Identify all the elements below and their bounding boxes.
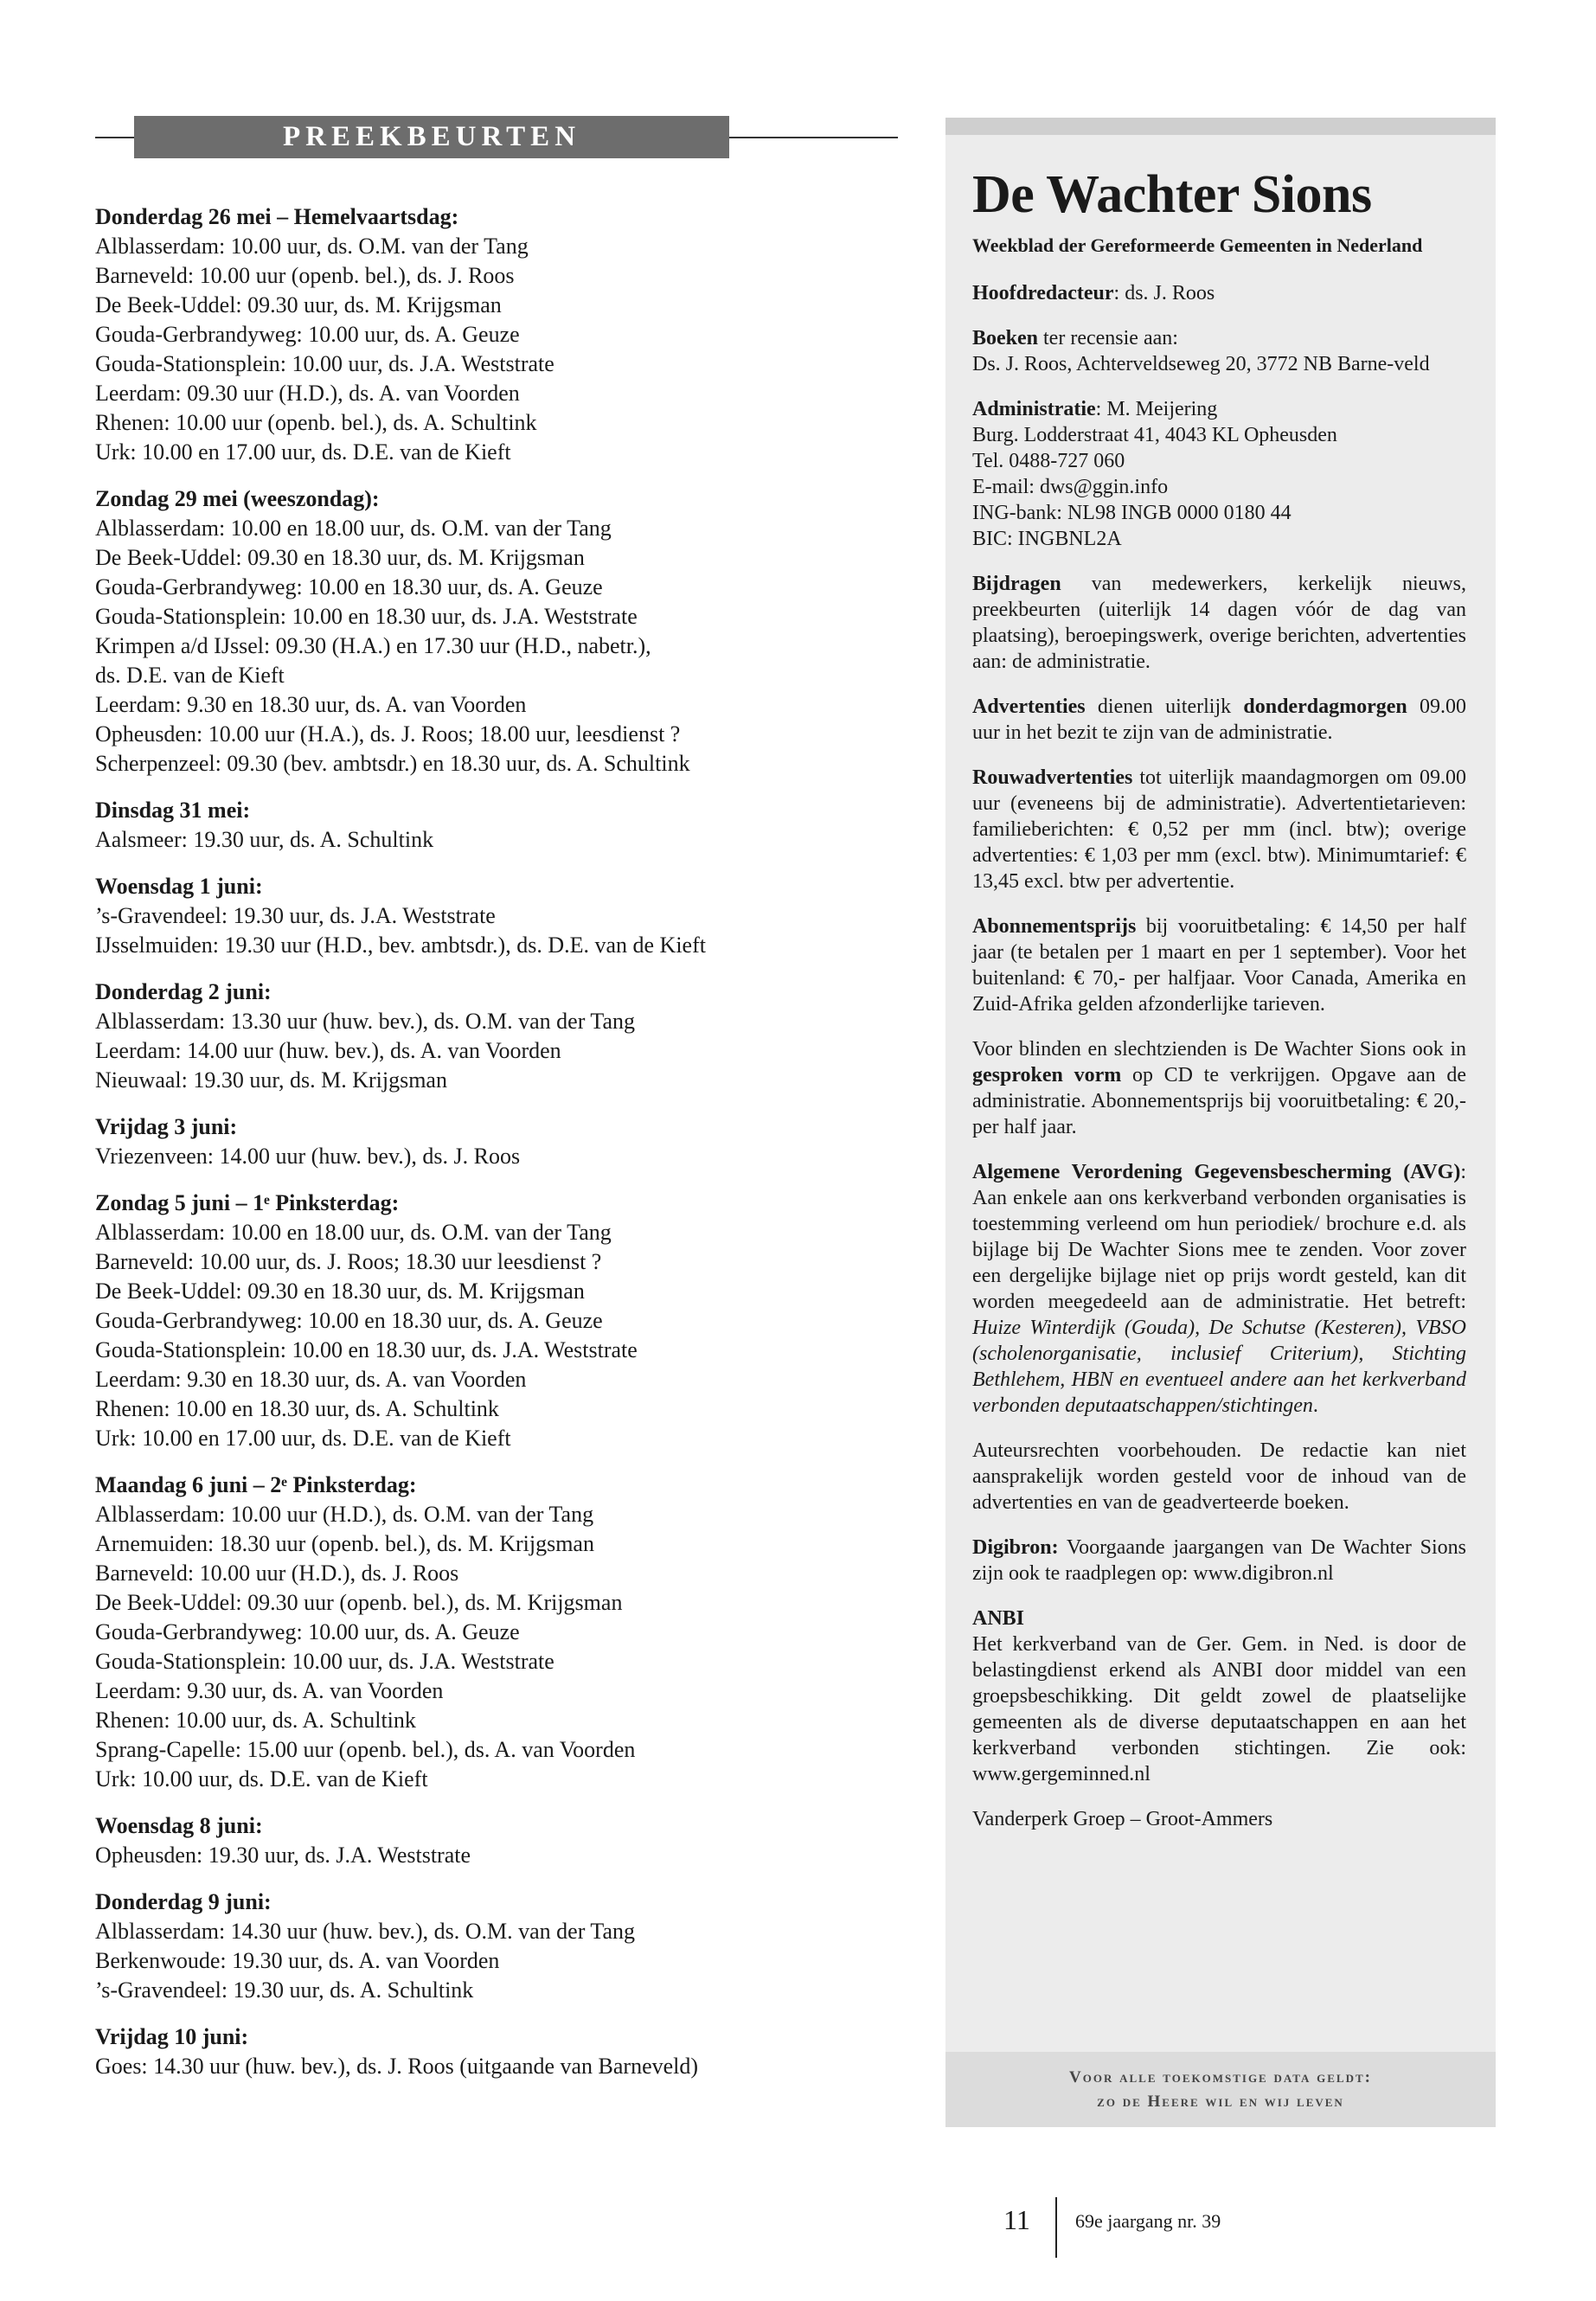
service-line: De Beek-Uddel: 09.30 uur, ds. M. Krijgsman <box>95 292 502 317</box>
avg-label: Algemene Verordening Gegevensbescherming (AVG) <box>972 1161 1461 1183</box>
service-line: Leerdam: 09.30 uur (H.D.), ds. A. van Voorden <box>95 381 520 406</box>
service-line: Alblasserdam: 13.30 uur (huw. bev.), ds. O.M. van der Tang <box>95 1009 635 1034</box>
digibron-info <box>972 1535 1466 1586</box>
service-line: Opheusden: 19.30 uur, ds. J.A. Weststrate <box>95 1843 471 1868</box>
service-day-block <box>95 484 900 779</box>
page-number: 11 <box>1003 2204 1030 2235</box>
service-line: Leerdam: 14.00 uur (huw. bev.), ds. A. van Voorden <box>95 1038 561 1063</box>
header-rule-right <box>729 137 898 138</box>
service-day-block <box>95 1471 900 1794</box>
books-label: Boeken <box>972 327 1039 349</box>
service-line: Gouda-Stationsplein: 10.00 uur, ds. J.A. Weststrate <box>95 351 554 376</box>
rouw-label: Rouwadvertenties <box>972 766 1133 789</box>
service-line: Barneveld: 10.00 uur, ds. J. Roos; 18.30 uur leesdienst ? <box>95 1249 602 1274</box>
masthead-subtitle: Weekblad der Gereformeerde Gemeenten in Nederland <box>972 234 1423 256</box>
bijdragen-text: van medewerkers, kerkelijk nieuws, preekbeurten (uiterlijk 14 dagen vóór de dag van plaatsing), beroepingswerk, overige berichten, advertenties aan: de administratie. <box>972 573 1466 673</box>
avg-text: : Aan enkele aan ons kerkverband verbonden organisaties is toestemming verleend om hun periodiek/ brochure e.d. als bijlage bij De Wachter Sions mee te zenden. Voor zover een dergelijke bijlage niet op prijs wordt gesteld, kan dit worden meegedeeld aan de administratie. Het betreft: <box>972 1161 1466 1313</box>
service-day-heading: Donderdag 26 mei – Hemelvaartsdag: <box>95 204 459 229</box>
admin-bank: ING-bank: NL98 INGB 0000 0180 44 <box>972 502 1292 524</box>
anbi-label: ANBI <box>972 1607 1025 1630</box>
preekbeurten-list <box>95 202 900 2099</box>
service-line: Opheusden: 10.00 uur (H.A.), ds. J. Roos; 18.00 uur, leesdienst ? <box>95 721 681 747</box>
service-line: Nieuwaal: 19.30 uur, ds. M. Krijgsman <box>95 1067 447 1093</box>
service-day-block <box>95 1811 900 1870</box>
admin-bic: BIC: INGBNL2A <box>972 528 1122 550</box>
service-line: Alblasserdam: 14.30 uur (huw. bev.), ds. O.M. van der Tang <box>95 1919 635 1944</box>
editor-value: : ds. J. Roos <box>1113 282 1215 304</box>
admin-address: Burg. Lodderstraat 41, 4043 KL Opheusden <box>972 424 1337 446</box>
blind-bold: gesproken vorm <box>972 1064 1122 1086</box>
digibron-label: Digibron: <box>972 1536 1059 1559</box>
colophon-top-bar <box>945 118 1496 135</box>
service-day-heading: Woensdag 8 juni: <box>95 1813 263 1838</box>
service-line: Gouda-Gerbrandyweg: 10.00 uur, ds. A. Geuze <box>95 322 520 347</box>
service-line: Rhenen: 10.00 uur (openb. bel.), ds. A. Schultink <box>95 410 537 435</box>
service-line: Sprang-Capelle: 15.00 uur (openb. bel.), ds. A. van Voorden <box>95 1737 636 1762</box>
service-line: Scherpenzeel: 09.30 (bev. ambtsdr.) en 18.30 uur, ds. A. Schultink <box>95 751 690 776</box>
service-line: Gouda-Gerbrandyweg: 10.00 en 18.30 uur, ds. A. Geuze <box>95 574 603 599</box>
avg-info <box>972 1159 1466 1419</box>
service-day-block <box>95 202 900 467</box>
service-day-block <box>95 2022 900 2081</box>
service-line: Berkenwoude: 19.30 uur, ds. A. van Voorden <box>95 1948 500 1973</box>
footer-divider <box>1055 2197 1057 2258</box>
service-line: ds. D.E. van de Kieft <box>95 663 285 688</box>
service-line: De Beek-Uddel: 09.30 uur (openb. bel.), ds. M. Krijgsman <box>95 1590 623 1615</box>
service-day-block <box>95 977 900 1095</box>
avg-end: . <box>1312 1394 1318 1417</box>
service-line: Goes: 14.30 uur (huw. bev.), ds. J. Roos (uitgaande van Barneveld) <box>95 2054 699 2079</box>
anbi-text: Het kerkverband van de Ger. Gem. in Ned. is door de belastingdienst erkend als ANBI door middel van een groepsbeschikking. Dit geldt zowel de plaatselijke gemeenten als de diverse deputaatschappen en aan het kerkverband verbonden stichtingen. Zie ook: www.gergeminned.nl <box>972 1633 1466 1785</box>
service-line: ’s-Gravendeel: 19.30 uur, ds. J.A. Weststrate <box>95 903 496 928</box>
service-line: Krimpen a/d IJssel: 09.30 (H.A.) en 17.30 uur (H.D., nabetr.), <box>95 633 651 658</box>
admin-email: E-mail: dws@ggin.info <box>972 476 1169 498</box>
abonnement-info <box>972 913 1466 1017</box>
copyright-info: Auteursrechten voorbehouden. De redactie kan niet aansprakelijk worden gesteld voor de inhoud van de advertenties en van de geadverteerde boeken. <box>972 1439 1466 1514</box>
section-title: PREEKBEURTEN <box>134 116 729 158</box>
service-line: Urk: 10.00 en 17.00 uur, ds. D.E. van de Kieft <box>95 439 511 465</box>
service-line: Rhenen: 10.00 en 18.30 uur, ds. A. Schultink <box>95 1396 499 1421</box>
service-day-heading: Woensdag 1 juni: <box>95 874 263 899</box>
service-line: De Beek-Uddel: 09.30 en 18.30 uur, ds. M. Krijgsman <box>95 545 585 570</box>
books-rest: ter recensie aan: <box>1038 327 1178 349</box>
service-line: Urk: 10.00 en 17.00 uur, ds. D.E. van de Kieft <box>95 1426 511 1451</box>
blind-post: op CD te verkrijgen. Opgave aan de administratie. Abonnementsprijs bij vooruitbetaling: € 20,- per half jaar. <box>972 1064 1466 1138</box>
adv-label: Advertenties <box>972 695 1086 718</box>
service-line: IJsselmuiden: 19.30 uur (H.D., bev. ambtsdr.), ds. D.E. van de Kieft <box>95 933 706 958</box>
header-rule-left <box>95 137 134 138</box>
service-day-heading: Zondag 29 mei (weeszondag): <box>95 486 380 511</box>
books-info <box>972 325 1466 377</box>
service-line: Barneveld: 10.00 uur (openb. bel.), ds. J. Roos <box>95 263 515 288</box>
service-line: Gouda-Stationsplein: 10.00 en 18.30 uur, ds. J.A. Weststrate <box>95 604 638 629</box>
service-line: Barneveld: 10.00 uur (H.D.), ds. J. Roos <box>95 1561 459 1586</box>
service-line: Arnemuiden: 18.30 uur (openb. bel.), ds. M. Krijgsman <box>95 1531 594 1556</box>
colophon-panel <box>945 118 1496 2127</box>
blind-pre: Voor blinden en slechtzienden is De Wachter Sions ook in <box>972 1038 1466 1061</box>
service-day-heading: Donderdag 2 juni: <box>95 979 272 1004</box>
service-line: Leerdam: 9.30 en 18.30 uur, ds. A. van Voorden <box>95 1367 527 1392</box>
service-day-heading: Vrijdag 10 juni: <box>95 2024 249 2049</box>
service-line: Urk: 10.00 uur, ds. D.E. van de Kieft <box>95 1766 428 1791</box>
service-day-block <box>95 1888 900 2005</box>
service-line: Gouda-Gerbrandyweg: 10.00 en 18.30 uur, ds. A. Geuze <box>95 1308 603 1333</box>
service-line: Leerdam: 9.30 uur, ds. A. van Voorden <box>95 1678 444 1703</box>
rouw-text: tot uiterlijk maandagmorgen om 09.00 uur (eveneens bij de administratie). Advertentietarieven: familieberichten: € 0,52 per mm (incl. btw); overige advertenties: € 1,03 per mm (excl. btw). Minimumtarief: € 13,45 excl. btw per advertentie. <box>972 766 1466 893</box>
closing-line-1: Voor alle toekomstige data geldt: <box>1069 2068 1372 2086</box>
service-line: De Beek-Uddel: 09.30 en 18.30 uur, ds. M. Krijgsman <box>95 1279 585 1304</box>
admin-tel: Tel. 0488-727 060 <box>972 450 1125 472</box>
service-line: Leerdam: 9.30 en 18.30 uur, ds. A. van Voorden <box>95 692 527 717</box>
closing-line-2: zo de Heere wil en wij leven <box>1097 2093 1344 2111</box>
service-line: ’s-Gravendeel: 19.30 uur, ds. A. Schultink <box>95 1977 474 2003</box>
service-day-block <box>95 1112 900 1171</box>
admin-value: : M. Meijering <box>1095 398 1218 420</box>
adv-deadline: donderdagmorgen <box>1243 695 1407 718</box>
service-line: Alblasserdam: 10.00 uur (H.D.), ds. O.M. van der Tang <box>95 1502 594 1527</box>
adv-mid: dienen uiterlijk <box>1085 695 1244 718</box>
service-line: Alblasserdam: 10.00 en 18.00 uur, ds. O.M. van der Tang <box>95 516 612 541</box>
adv-rest: 09.00 uur in het bezit te zijn van de administratie. <box>972 695 1466 744</box>
service-day-heading: Dinsdag 31 mei: <box>95 798 251 823</box>
service-day-block <box>95 1189 900 1453</box>
issue-label: 69e jaargang nr. 39 <box>1075 2210 1221 2232</box>
service-day-block <box>95 872 900 960</box>
service-line: Gouda-Stationsplein: 10.00 en 18.30 uur, ds. J.A. Weststrate <box>95 1337 638 1362</box>
advertenties-info <box>972 694 1466 746</box>
anbi-info <box>972 1606 1466 1787</box>
bijdragen-label: Bijdragen <box>972 573 1061 595</box>
service-line: Rhenen: 10.00 uur, ds. A. Schultink <box>95 1708 416 1733</box>
service-line: Gouda-Gerbrandyweg: 10.00 uur, ds. A. Geuze <box>95 1619 520 1644</box>
bijdragen-info <box>972 571 1466 675</box>
digibron-text: Voorgaande jaargangen van De Wachter Sions zijn ook te raadplegen op: www.digibron.nl <box>972 1536 1466 1585</box>
admin-info <box>972 396 1466 552</box>
masthead-title: De Wachter Sions <box>972 165 1372 224</box>
avg-organisations: Huize Winterdijk (Gouda), De Schutse (Kesteren), VBSO (scholenorganisatie, inclusief Criterium), Stichting Bethlehem, HBN en eventueel andere aan het kerkverband verbonden deputaatschappen/stichtingen <box>972 1317 1466 1417</box>
service-line: Aalsmeer: 19.30 uur, ds. A. Schultink <box>95 827 434 852</box>
service-day-heading: Zondag 5 juni – 1ᵉ Pinksterdag: <box>95 1190 400 1215</box>
service-line: Gouda-Stationsplein: 10.00 uur, ds. J.A. Weststrate <box>95 1649 554 1674</box>
service-day-heading: Vrijdag 3 juni: <box>95 1114 238 1139</box>
abon-label: Abonnementsprijs <box>972 915 1137 938</box>
service-line: Alblasserdam: 10.00 en 18.00 uur, ds. O.M. van der Tang <box>95 1220 612 1245</box>
abon-text: bij vooruitbetaling: € 14,50 per half jaar (te betalen per 1 maart en per 1 september). Voor het buitenland: € 70,- per halfjaar. Voor Canada, Amerika en Zuid-Afrika gelden afzonderlijke tarieven. <box>972 915 1466 1016</box>
service-line: Vriezenveen: 14.00 uur (huw. bev.), ds. J. Roos <box>95 1144 521 1169</box>
service-line: Alblasserdam: 10.00 uur, ds. O.M. van der Tang <box>95 234 529 259</box>
books-address: Ds. J. Roos, Achterveldseweg 20, 3772 NB Barne-veld <box>972 353 1430 375</box>
service-day-heading: Maandag 6 juni – 2ᵉ Pinksterdag: <box>95 1472 417 1497</box>
rouwadvertenties-info <box>972 765 1466 894</box>
blind-info <box>972 1036 1466 1140</box>
service-day-block <box>95 796 900 855</box>
editor-label: Hoofdredacteur <box>972 282 1114 304</box>
printer-info: Vanderperk Groep – Groot-Ammers <box>972 1808 1273 1830</box>
editor-info <box>972 280 1466 306</box>
admin-label: Administratie <box>972 398 1096 420</box>
closing-motto <box>945 2052 1496 2127</box>
service-day-heading: Donderdag 9 juni: <box>95 1889 272 1914</box>
